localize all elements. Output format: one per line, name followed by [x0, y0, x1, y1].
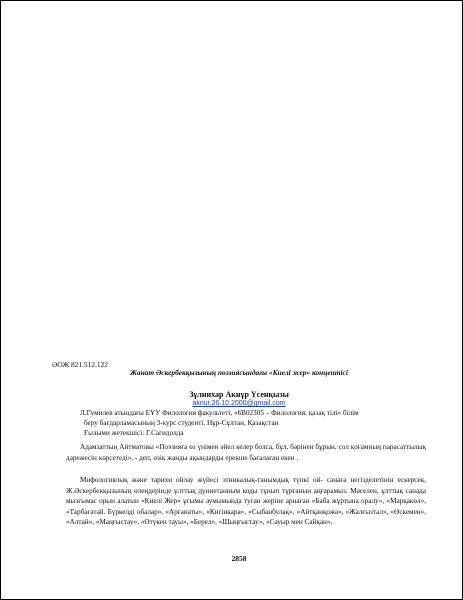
- author-email-link[interactable]: aknur.26.10.2000@gmail.com: [192, 400, 286, 407]
- paragraph-text: Мифологиялық және тарихи ойлау жүйесі этникалық-танымдық түпкі ой- санаға негізделетінін ескерсек, Ж.Әскербекқызының өлеңдерінде ұлттық дүниетанным коды тұнып тұрғанын аңғарамыз. Мәселен, ұлттық санада мызғымас орын алатын «Киелі Жер» ұғымы аумымында туған жеріне арнаған «Баба жұртына оралу», «Марқакөл», «Тарбағатай. Бүркелді обалар», «Арғанаты», «Кигінкара», «Сыбанбулақ», «Айтқанқожа», «Жалғызтал», «Өскемен», «Алтай», «Маңғыстау», «Өтүкен тауы», «Берел», «Шыңғыстау», «Сауыр мен Сайқан»,: [66, 476, 426, 527]
- affiliation-line: Л.Гумилев атындағы ЕҰУ Филология факультеті, «6В02305 – Филология: қазақ тілі» білім: [80, 409, 359, 417]
- udk-code: ӘОЖ 821.512.122: [52, 360, 108, 369]
- paragraph-text: Адамзаттың Айтматовы «Поэзияға өз үнімен әйел келер болса, бұл, бәрінен бұрын, сол қоғамның парасаттылық дәрежесін көрсетеді», - деп, өзік жанды ақындарды ерекше бағалаған екен .: [66, 443, 426, 462]
- paragraph: [66, 442, 426, 463]
- paragraph: [66, 475, 426, 528]
- affiliation: [80, 408, 410, 438]
- author-name: Зұлнихар Акнұр Үсенқызы: [189, 390, 289, 399]
- page-number: 2858: [231, 554, 247, 563]
- supervisor-line: Ғылыми жетекшісі: Г.Сагидолда: [84, 429, 184, 437]
- document-page: [50, 1, 428, 600]
- affiliation-line: беру бағдарламасының 3-курс студенті, Нұр-Сұлтан, Қазақстан: [84, 419, 279, 427]
- article-title: Жанат Әскербекқызының поэзиясындағы «Киелі жер» концептісі: [130, 368, 348, 377]
